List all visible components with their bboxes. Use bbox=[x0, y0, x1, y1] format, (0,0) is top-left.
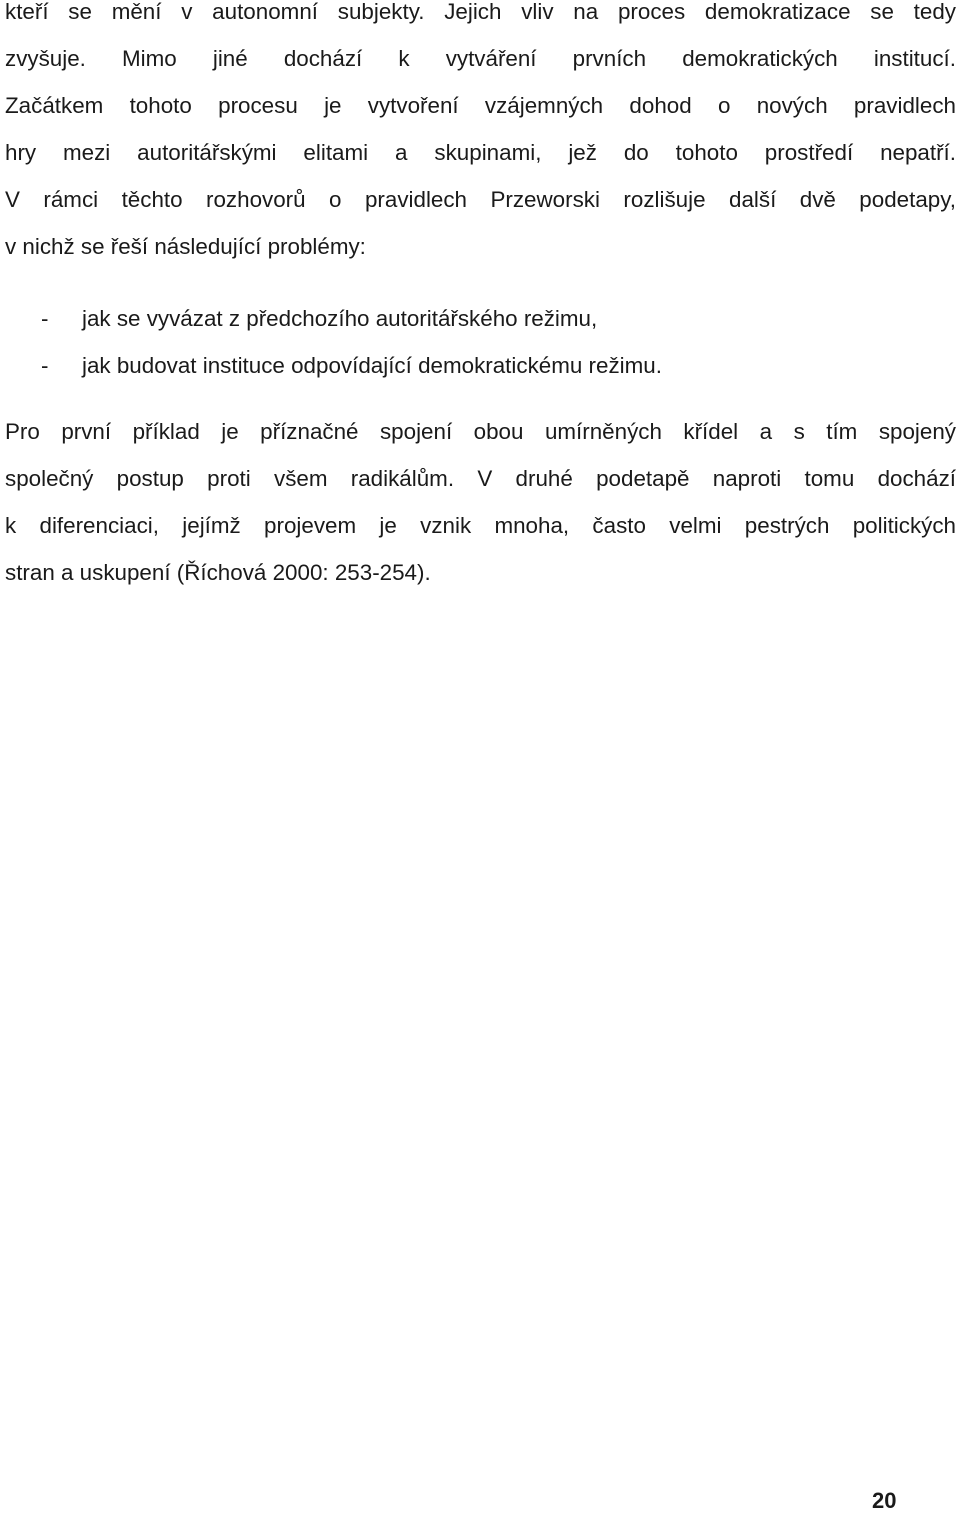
text-line: V rámci těchto rozhovorů o pravidlech Przeworski rozlišuje další dvě podetapy, bbox=[5, 187, 956, 212]
list-dash: - bbox=[41, 353, 49, 378]
list-item-text: jak budovat instituce odpovídající demokratickému režimu. bbox=[82, 353, 662, 378]
text-line: kteří se mění v autonomní subjekty. Jejich vliv na proces demokratizace se tedy bbox=[5, 0, 956, 24]
list-item bbox=[5, 342, 956, 389]
text-line: Začátkem tohoto procesu je vytvoření vzájemných dohod o nových pravidlech bbox=[5, 93, 956, 118]
text-line: hry mezi autoritářskými elitami a skupinami, jež do tohoto prostředí nepatří. bbox=[5, 140, 956, 165]
text-line: Pro první příklad je příznačné spojení obou umírněných křídel a s tím spojený bbox=[5, 419, 956, 444]
text-line: stran a uskupení (Říchová 2000: 253-254). bbox=[5, 560, 431, 585]
text-line: společný postup proti všem radikálům. V druhé podetapě naproti tomu dochází bbox=[5, 466, 956, 491]
list-item-text: jak se vyvázat z předchozího autoritářského režimu, bbox=[82, 306, 598, 331]
paragraph-differentiation bbox=[5, 408, 956, 596]
text-line: v nichž se řeší následující problémy: bbox=[5, 234, 366, 259]
page-number: 20 bbox=[872, 1488, 897, 1513]
paragraph-democratization bbox=[5, 0, 956, 270]
list-dash: - bbox=[41, 306, 49, 331]
text-line: zvyšuje. Mimo jiné dochází k vytváření prvních demokratických institucí. bbox=[5, 46, 956, 71]
problem-list bbox=[5, 295, 956, 389]
list-item bbox=[5, 295, 956, 342]
text-line: k diferenciaci, jejímž projevem je vznik mnoha, často velmi pestrých politických bbox=[5, 513, 956, 538]
